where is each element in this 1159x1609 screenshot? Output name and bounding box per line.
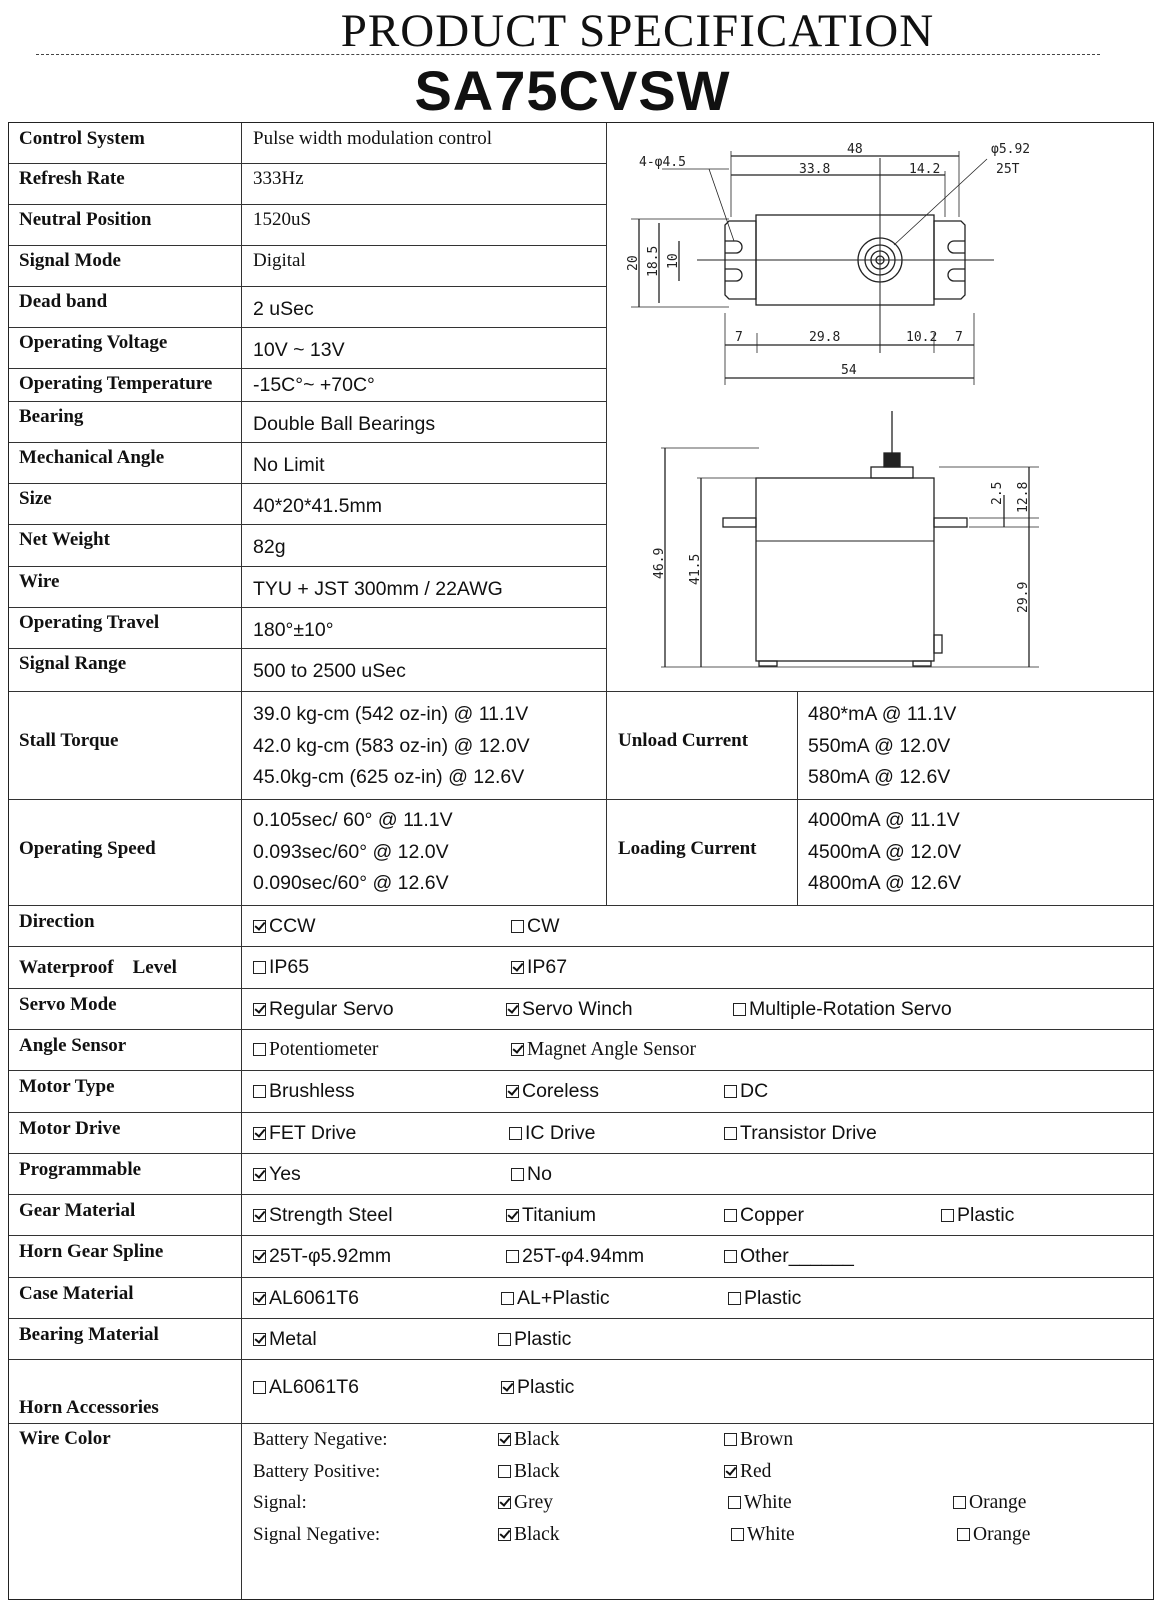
checked-checkbox-icon [253, 1168, 266, 1181]
option-checked [511, 956, 567, 979]
option-text: Magnet Angle Sensor [527, 1039, 696, 1060]
option-text: Other______ [740, 1245, 854, 1267]
loading-current-label: Loading Current [618, 838, 757, 859]
option-text: Yes [269, 1163, 301, 1185]
spec-label: Wire [19, 571, 60, 592]
row-divider [9, 1359, 1153, 1360]
unload-current-value: 480*mA @ 11.1V [808, 703, 957, 725]
empty-checkbox-icon [506, 1250, 519, 1263]
empty-checkbox-icon [724, 1127, 737, 1140]
option-unchecked [733, 998, 952, 1021]
empty-checkbox-icon [733, 1003, 746, 1016]
wire-option-checked [724, 1461, 771, 1483]
option-text: CW [527, 915, 560, 937]
option-unchecked [509, 1122, 595, 1145]
dim-54: 54 [841, 363, 857, 378]
wire-option-text: Orange [973, 1524, 1031, 1545]
wire-row-name: Battery Positive: [253, 1461, 381, 1482]
row-divider [9, 1112, 1153, 1113]
servo-dimension-drawing [609, 123, 1149, 689]
option-text: AL+Plastic [517, 1287, 610, 1309]
option-checked [506, 1080, 599, 1103]
checked-checkbox-icon [253, 1209, 266, 1222]
spec-label: Dead band [19, 291, 108, 312]
spec-value: 82g [253, 536, 286, 558]
spec-value: 180°±10° [253, 619, 334, 641]
checked-checkbox-icon [511, 1043, 524, 1056]
empty-checkbox-icon [501, 1292, 514, 1305]
checked-checkbox-icon [253, 1333, 266, 1346]
wire-color-label: Wire Color [19, 1428, 111, 1449]
empty-checkbox-icon [957, 1528, 970, 1541]
option-unchecked [506, 1245, 644, 1268]
row-divider [9, 905, 1153, 906]
option-checked [253, 1287, 359, 1310]
row-divider [9, 368, 606, 369]
empty-checkbox-icon [731, 1528, 744, 1541]
empty-checkbox-icon [728, 1292, 741, 1305]
operating-speed-label: Operating Speed [19, 838, 156, 859]
wire-option-unchecked [498, 1461, 559, 1483]
option-label: Programmable [19, 1159, 142, 1180]
row-divider [9, 799, 1153, 800]
spec-value: TYU + JST 300mm / 22AWG [253, 578, 503, 600]
operating-speed-value: 0.093sec/60° @ 12.0V [253, 840, 449, 863]
option-text: Multiple-Rotation Servo [749, 998, 952, 1020]
stall-torque-values [253, 699, 530, 794]
dim-10: 10 [666, 253, 681, 269]
option-text: 25T-φ5.92mm [269, 1245, 392, 1267]
option-text: Potentiometer [269, 1039, 379, 1060]
spec-value: 1520uS [253, 209, 312, 230]
title-divider [36, 54, 1100, 55]
option-unchecked [253, 1080, 355, 1103]
option-unchecked [498, 1328, 571, 1351]
row-divider [9, 524, 606, 525]
option-text: No [527, 1163, 552, 1185]
option-label: Motor Type [19, 1076, 115, 1097]
wire-option-text: Orange [969, 1492, 1027, 1513]
wire-option-text: White [744, 1492, 792, 1513]
spec-label: Refresh Rate [19, 168, 125, 189]
option-unchecked [941, 1204, 1014, 1227]
option-text: Plastic [517, 1376, 575, 1398]
wire-option-checked [498, 1429, 559, 1451]
spec-label: Operating Travel [19, 612, 160, 633]
option-checked [253, 1204, 393, 1227]
wire-option-text: White [747, 1524, 795, 1545]
dim-46-9: 46.9 [652, 547, 667, 579]
option-unchecked [501, 1287, 610, 1310]
option-checked [253, 1122, 356, 1145]
column-divider [241, 123, 242, 1599]
row-divider [9, 1194, 1153, 1195]
empty-checkbox-icon [498, 1465, 511, 1478]
row-divider [9, 204, 606, 205]
row-divider [9, 163, 606, 164]
wire-row-name: Signal Negative: [253, 1524, 381, 1545]
unload-current-value: 550mA @ 12.0V [808, 734, 951, 757]
dim-14-2: 14.2 [909, 162, 941, 177]
wire-row-name: Signal: [253, 1492, 307, 1513]
row-divider [9, 566, 606, 567]
wire-option-unchecked [957, 1524, 1030, 1546]
empty-checkbox-icon [498, 1333, 511, 1346]
option-checked [253, 915, 316, 938]
wire-option-unchecked [724, 1429, 793, 1451]
checked-checkbox-icon [498, 1433, 511, 1446]
spec-label: Signal Mode [19, 250, 121, 271]
row-divider [9, 607, 606, 608]
spec-value: No Limit [253, 454, 325, 476]
option-checked [253, 1328, 317, 1351]
wire-option-text: Black [514, 1524, 560, 1545]
row-divider [9, 401, 606, 402]
option-label: Direction [19, 911, 95, 932]
option-text: Coreless [522, 1080, 599, 1102]
option-unchecked [253, 956, 309, 979]
operating-speed-values [253, 805, 453, 900]
option-text: AL6061T6 [269, 1376, 359, 1398]
dim-hole: 4-φ4.5 [639, 155, 686, 170]
checked-checkbox-icon [506, 1085, 519, 1098]
option-text: Metal [269, 1328, 317, 1350]
wire-option-text: Black [514, 1429, 560, 1450]
option-text: IP67 [527, 956, 568, 978]
spec-label: Neutral Position [19, 209, 152, 230]
row-divider [9, 483, 606, 484]
empty-checkbox-icon [509, 1127, 522, 1140]
empty-checkbox-icon [511, 1168, 524, 1181]
option-label: Case Material [19, 1283, 134, 1304]
row-divider [9, 245, 606, 246]
checked-checkbox-icon [253, 1250, 266, 1263]
loading-current-value: 4800mA @ 12.6V [808, 872, 962, 894]
current-divider [797, 691, 798, 905]
option-label: Gear Material [19, 1200, 136, 1221]
spec-label: Signal Range [19, 653, 127, 674]
row-divider [9, 1029, 1153, 1030]
dim-7b: 7 [955, 330, 963, 345]
option-unchecked [724, 1245, 854, 1268]
option-unchecked [253, 1039, 378, 1061]
wire-option-unchecked [731, 1524, 795, 1546]
option-checked [501, 1376, 574, 1399]
option-unchecked [724, 1204, 804, 1227]
checked-checkbox-icon [498, 1528, 511, 1541]
option-checked [506, 1204, 596, 1227]
empty-checkbox-icon [953, 1496, 966, 1509]
spec-label: Mechanical Angle [19, 447, 165, 468]
stall-torque-value: 42.0 kg-cm (583 oz-in) @ 12.0V [253, 734, 530, 757]
empty-checkbox-icon [253, 1043, 266, 1056]
option-unchecked [724, 1122, 877, 1145]
wire-option-text: Brown [740, 1429, 794, 1450]
loading-current-values [808, 805, 961, 900]
row-divider [9, 1070, 1153, 1071]
wire-row-name: Battery Negative: [253, 1429, 388, 1450]
spec-value: -15C°~ +70C° [253, 374, 375, 396]
dim-18-5: 18.5 [646, 245, 661, 277]
checked-checkbox-icon [506, 1003, 519, 1016]
checked-checkbox-icon [724, 1465, 737, 1478]
checked-checkbox-icon [506, 1209, 519, 1222]
option-text: Transistor Drive [740, 1122, 877, 1144]
unload-current-value: 580mA @ 12.6V [808, 766, 951, 788]
empty-checkbox-icon [253, 1381, 266, 1394]
option-unchecked [724, 1080, 768, 1103]
dim-33-8: 33.8 [799, 162, 831, 177]
row-divider [9, 1423, 1153, 1424]
option-text: CCW [269, 915, 316, 937]
option-text: IC Drive [525, 1122, 596, 1144]
row-divider [9, 691, 1153, 692]
empty-checkbox-icon [728, 1496, 741, 1509]
operating-speed-value: 0.105sec/ 60° @ 11.1V [253, 809, 453, 831]
drawing-divider [606, 123, 607, 905]
wire-option-text: Red [740, 1461, 772, 1482]
wire-option-unchecked [953, 1492, 1026, 1514]
spec-value: 500 to 2500 uSec [253, 660, 406, 682]
row-divider [9, 946, 1153, 947]
option-text: Brushless [269, 1080, 355, 1102]
row-divider [9, 1235, 1153, 1236]
row-divider [9, 286, 606, 287]
wire-option-text: Black [514, 1461, 560, 1482]
dim-spline-dia: φ5.92 [991, 142, 1031, 157]
dim-29-9: 29.9 [1016, 581, 1031, 613]
checked-checkbox-icon [498, 1496, 511, 1509]
spec-value: Double Ball Bearings [253, 413, 436, 435]
option-text: Strength Steel [269, 1204, 393, 1226]
empty-checkbox-icon [253, 961, 266, 974]
spec-label: Operating Temperature [19, 373, 213, 394]
spec-label: Control System [19, 128, 145, 149]
checked-checkbox-icon [253, 1127, 266, 1140]
spec-value: Digital [253, 250, 306, 271]
option-label: Motor Drive [19, 1118, 121, 1139]
empty-checkbox-icon [253, 1085, 266, 1098]
row-divider [9, 1277, 1153, 1278]
option-checked [253, 1245, 391, 1268]
stall-torque-value: 39.0 kg-cm (542 oz-in) @ 11.1V [253, 703, 529, 725]
option-text: Plastic [957, 1204, 1015, 1226]
stall-torque-label: Stall Torque [19, 730, 119, 751]
dim-10-2: 10.2 [906, 330, 938, 345]
option-text: Plastic [744, 1287, 802, 1309]
option-unchecked [728, 1287, 801, 1310]
spec-label: Bearing [19, 406, 84, 427]
spec-value: 333Hz [253, 168, 304, 189]
option-text: DC [740, 1080, 769, 1102]
wire-option-text: Grey [514, 1492, 553, 1513]
row-divider [9, 1318, 1153, 1319]
unload-current-label: Unload Current [618, 730, 749, 751]
option-label: Horn Accessories [19, 1397, 159, 1418]
loading-current-value: 4000mA @ 11.1V [808, 809, 960, 831]
wire-option-unchecked [728, 1492, 792, 1514]
dim-20: 20 [626, 255, 641, 271]
model-name: SA75CVSW [414, 59, 731, 122]
spec-label: Size [19, 488, 52, 509]
checked-checkbox-icon [253, 920, 266, 933]
dim-41-5: 41.5 [688, 553, 703, 585]
option-text: AL6061T6 [269, 1287, 359, 1309]
checked-checkbox-icon [501, 1381, 514, 1394]
dim-7a: 7 [735, 330, 743, 345]
option-unchecked [511, 915, 560, 938]
option-label: Angle Sensor [19, 1035, 127, 1056]
stall-torque-value: 45.0kg-cm (625 oz-in) @ 12.6V [253, 766, 525, 788]
spec-sheet [8, 122, 1154, 1600]
option-text: 25T-φ4.94mm [522, 1245, 645, 1267]
empty-checkbox-icon [724, 1433, 737, 1446]
spec-value: Pulse width modulation control [253, 128, 493, 149]
option-text: FET Drive [269, 1122, 357, 1144]
option-checked [506, 998, 633, 1021]
dim-12-8: 12.8 [1016, 481, 1031, 513]
spec-label: Net Weight [19, 529, 110, 550]
spec-value: 40*20*41.5mm [253, 495, 382, 517]
option-checked [253, 1163, 301, 1186]
spec-label: Operating Voltage [19, 332, 168, 353]
option-label: Waterproof Level [19, 957, 177, 978]
option-checked [511, 1039, 696, 1061]
option-label: Horn Gear Spline [19, 1241, 164, 1262]
option-text: Servo Winch [522, 998, 633, 1020]
row-divider [9, 648, 606, 649]
row-divider [9, 988, 1153, 989]
row-divider [9, 327, 606, 328]
option-text: Titanium [522, 1204, 597, 1226]
row-divider [9, 1153, 1153, 1154]
empty-checkbox-icon [724, 1209, 737, 1222]
unload-current-values [808, 699, 956, 794]
dim-spline: 25T [996, 162, 1020, 177]
option-label: Servo Mode [19, 994, 117, 1015]
option-label: Bearing Material [19, 1324, 159, 1345]
dim-2-5: 2.5 [990, 481, 1005, 505]
row-divider [9, 442, 606, 443]
option-text: Regular Servo [269, 998, 394, 1020]
checked-checkbox-icon [253, 1292, 266, 1305]
option-text: Copper [740, 1204, 804, 1226]
checked-checkbox-icon [511, 961, 524, 974]
empty-checkbox-icon [724, 1085, 737, 1098]
option-text: Plastic [514, 1328, 572, 1350]
wire-option-checked [498, 1524, 559, 1546]
dim-48: 48 [847, 142, 863, 157]
option-unchecked [511, 1163, 552, 1186]
spec-value: 2 uSec [253, 298, 314, 320]
option-text: IP65 [269, 956, 310, 978]
checked-checkbox-icon [253, 1003, 266, 1016]
empty-checkbox-icon [511, 920, 524, 933]
dim-29-8: 29.8 [809, 330, 841, 345]
spec-value: 10V ~ 13V [253, 339, 345, 361]
operating-speed-value: 0.090sec/60° @ 12.6V [253, 872, 449, 894]
option-checked [253, 998, 394, 1021]
option-unchecked [253, 1376, 359, 1399]
empty-checkbox-icon [724, 1250, 737, 1263]
page-title: PRODUCT SPECIFICATION [340, 5, 935, 57]
empty-checkbox-icon [941, 1209, 954, 1222]
loading-current-value: 4500mA @ 12.0V [808, 840, 962, 863]
wire-option-checked [498, 1492, 553, 1514]
